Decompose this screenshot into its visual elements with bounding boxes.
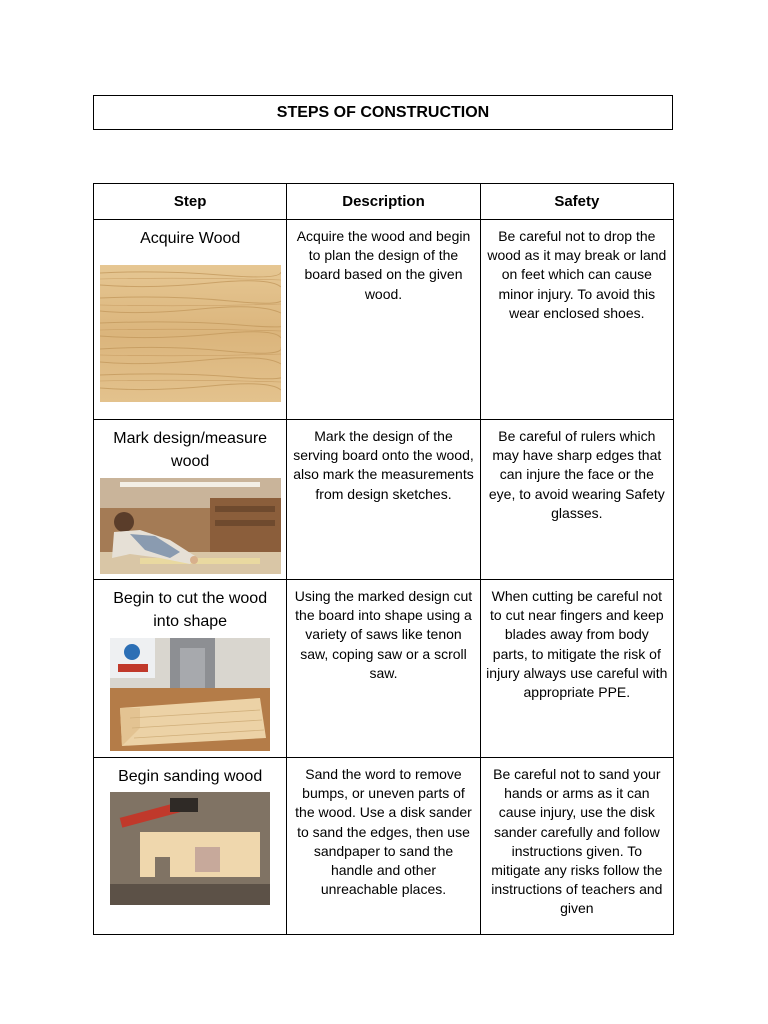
description-text: Mark the design of the serving board onto the wood, also mark the measurements from design sketches. (293, 428, 474, 502)
step-cell (94, 580, 287, 758)
step-cell (94, 220, 287, 420)
step-cell (94, 420, 287, 580)
step-title: Acquire Wood (140, 230, 241, 247)
description-cell (287, 758, 480, 935)
safety-cell (480, 420, 673, 580)
step-cell (94, 758, 287, 935)
description-text: Sand the word to remove bumps, or uneven parts of the wood. Use a disk sander to sand the edges, then use sandpaper to sand the handle and other unreachable places. (295, 766, 472, 898)
header-safety: Safety (480, 184, 673, 220)
description-cell (287, 220, 480, 420)
safety-cell (480, 220, 673, 420)
safety-text: Be careful not to sand your hands or arms as it can cause injury, use the disk sander carefully and follow instructions given. To mitigate any risks follow the instructions of teachers and given (491, 766, 663, 917)
step-title: Begin to cut the wood into shape (113, 590, 268, 630)
safety-cell (480, 580, 673, 758)
table-row (94, 758, 674, 935)
workshop-marking-image (100, 478, 281, 574)
table-row (94, 220, 674, 420)
description-text: Acquire the wood and begin to plan the design of the board based on the given wood. (296, 228, 471, 302)
step-title: Mark design/measure wood (113, 430, 268, 470)
safety-cell (480, 758, 673, 935)
header-step: Step (94, 184, 287, 220)
wood-plank-image (100, 265, 281, 402)
description-cell (287, 420, 480, 580)
table-header-row (94, 184, 674, 220)
sanding-board-image (110, 792, 270, 905)
table-row (94, 420, 674, 580)
step-title: Begin sanding wood (118, 768, 263, 785)
header-description: Description (287, 184, 480, 220)
safety-text: When cutting be careful not to cut near fingers and keep blades away from body parts, to mitigate the risk of injury always use careful with appropriate PPE. (486, 588, 668, 701)
description-text: Using the marked design cut the board into shape using a variety of saws like tenon saw, coping saw or a scroll saw. (294, 588, 473, 681)
steps-table (93, 183, 674, 935)
page-title: STEPS OF CONSTRUCTION (93, 95, 673, 130)
table-row (94, 580, 674, 758)
safety-text: Be careful of rulers which may have sharp edges that can injure the face or the eye, to avoid wearing Safety glasses. (488, 428, 665, 521)
scroll-saw-cutting-image (110, 638, 270, 751)
description-cell (287, 580, 480, 758)
safety-text: Be careful not to drop the wood as it may break or land on feet which can cause minor injury. To avoid this wear enclosed shoes. (487, 228, 667, 321)
